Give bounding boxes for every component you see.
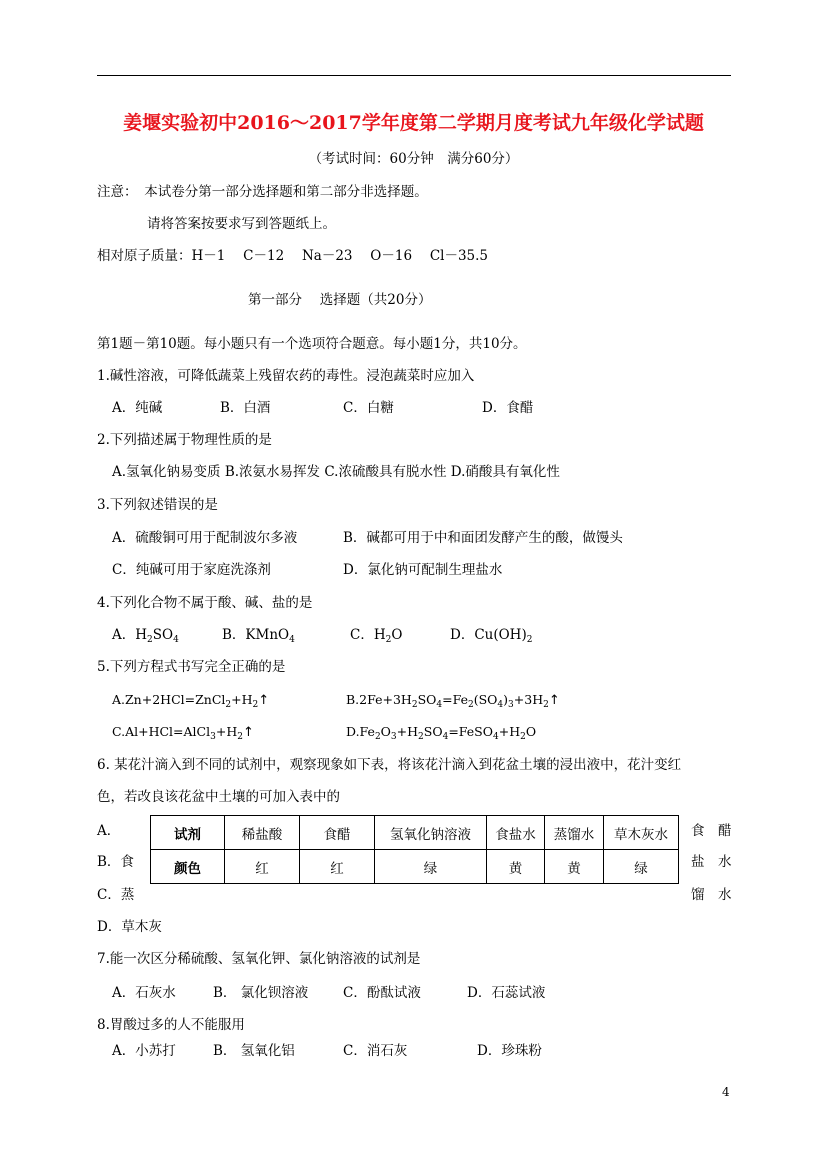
question-8-option-d: D．珍珠粉 (477, 1043, 542, 1059)
table-cell: 食醋 (300, 816, 375, 850)
question-6-right-3: 馏 水 (691, 887, 732, 903)
question-7-option-b: B． 氯化钡溶液 (213, 985, 309, 1001)
table-cell: 红 (300, 850, 375, 884)
table-cell: 氢氧化钠溶液 (375, 816, 487, 850)
section-instructions: 第1题－第10题。每小题只有一个选项符合题意。每小题1分，共10分。 (97, 336, 527, 352)
up-arrow-icon: ↑ (242, 725, 254, 740)
table-cell: 绿 (604, 850, 679, 884)
atomic-mass-line: 相对原子质量：H－1 C－12 Na－23 O－16 Cl－35.5 (97, 248, 489, 264)
exam-subtitle: （考试时间：60分钟 满分60分） (308, 151, 519, 167)
question-6-stem-line-1: 6. 某花汁滴入到不同的试剂中，观察现象如下表，将该花汁滴入到花盆土壤的浸出液中，花汁变红 (97, 757, 682, 773)
question-4-option-b: B．KMnO$_4$ (222, 627, 295, 645)
question-5-option-a: $A.Zn+2HCl=ZnCl_2+H_2↑$ (112, 692, 270, 710)
table-row (151, 816, 679, 850)
table-header-cell: 试剂 (151, 816, 225, 850)
table-row (151, 850, 679, 884)
question-4-stem: 4.下列化合物不属于酸、碱、盐的是 (97, 595, 313, 611)
note-line-2: 请将答案按要求写到答题纸上。 (147, 216, 336, 232)
exam-title: 姜堰实验初中2016～2017学年度第二学期月度考试九年级化学试题 (123, 112, 704, 134)
question-3-option-d: D．氯化钠可配制生理盐水 (343, 562, 503, 578)
table-cell: 蒸馏水 (545, 816, 604, 850)
question-8-stem: 8.胃酸过多的人不能服用 (97, 1017, 245, 1033)
question-1-option-b: B．白酒 (220, 400, 271, 416)
question-1-option-c: C．白糖 (343, 400, 394, 416)
table-cell: 红 (225, 850, 300, 884)
question-5-option-c: $C.Al+HCl=AlCl_3+H_2↑$ (112, 724, 254, 742)
question-6-right-2: 盐 水 (691, 854, 732, 870)
table-cell: 黄 (545, 850, 604, 884)
question-6-option-d: D．草木灰 (97, 919, 162, 935)
question-4-option-a: A．$H_2SO_4$ (112, 627, 179, 645)
table-cell: 稀盐酸 (225, 816, 300, 850)
question-6-stem-line-2: 色，若改良该花盆中土壤的可加入表中的 (97, 789, 340, 805)
question-7-stem: 7.能一次区分稀硫酸、氢氧化钾、氯化钠溶液的试剂是 (97, 951, 421, 967)
question-6-option-b-prefix: B．食 (97, 854, 134, 870)
table-cell: 草木灰水 (604, 816, 679, 850)
question-2-options: A.氢氧化钠易变质 B.浓氨水易挥发 C.浓硫酸具有脱水性 D.硝酸具有氧化性 (112, 464, 560, 480)
question-8-option-a: A．小苏打 (112, 1043, 176, 1059)
up-arrow-icon: ↑ (548, 693, 560, 708)
question-3-option-c: C．纯碱可用于家庭洗涤剂 (112, 562, 271, 578)
question-8-option-b: B． 氢氧化铝 (213, 1043, 295, 1059)
question-1-stem: 1.碱性溶液，可降低蔬菜上残留农药的毒性。浸泡蔬菜时应加入 (97, 368, 475, 384)
question-3-stem: 3.下列叙述错误的是 (97, 497, 218, 513)
table-cell: 黄 (487, 850, 545, 884)
question-5-stem: 5.下列方程式书写完全正确的是 (97, 659, 286, 675)
question-3-option-b: B．碱都可用于中和面团发酵产生的酸，做馒头 (343, 530, 623, 546)
note-line-1: 注意： 本试卷分第一部分选择题和第二部分非选择题。 (97, 184, 428, 200)
question-6-right-1: 食 醋 (691, 823, 732, 839)
question-3-option-a: A．硫酸铜可用于配制波尔多液 (112, 530, 298, 546)
question-7-option-a: A．石灰水 (112, 985, 176, 1001)
table-cell: 绿 (375, 850, 487, 884)
question-6-option-a-prefix: A． (97, 823, 121, 839)
question-7-option-c: C．酚酞试液 (343, 985, 421, 1001)
header-rule (97, 75, 731, 76)
question-4-option-d: D．$Cu(OH)_2$ (450, 627, 533, 645)
table-header-cell: 颜色 (151, 850, 225, 884)
up-arrow-icon: ↑ (258, 693, 270, 708)
page-number: 4 (722, 1085, 730, 1099)
section-heading: 第一部分 选择题（共20分） (248, 292, 432, 308)
question-1-option-d: D．食醋 (482, 400, 534, 416)
question-4-option-c: C．$H_2O$ (350, 627, 403, 645)
question-8-option-c: C．消石灰 (343, 1043, 408, 1059)
table-cell: 食盐水 (487, 816, 545, 850)
question-2-stem: 2.下列描述属于物理性质的是 (97, 432, 272, 448)
question-1-option-a: A．纯碱 (112, 400, 163, 416)
question-6-option-c-prefix: C．蒸 (97, 887, 135, 903)
question-5-option-d: $D.Fe_2O_3+H_2SO_4=FeSO_4+H_2O$ (346, 724, 537, 742)
question-7-option-d: D．石蕊试液 (467, 985, 546, 1001)
reagent-color-table (150, 815, 679, 884)
question-5-option-b: $B.2Fe+3H_2SO_4=Fe_2(SO_4)_3+3H_2↑$ (346, 692, 560, 710)
